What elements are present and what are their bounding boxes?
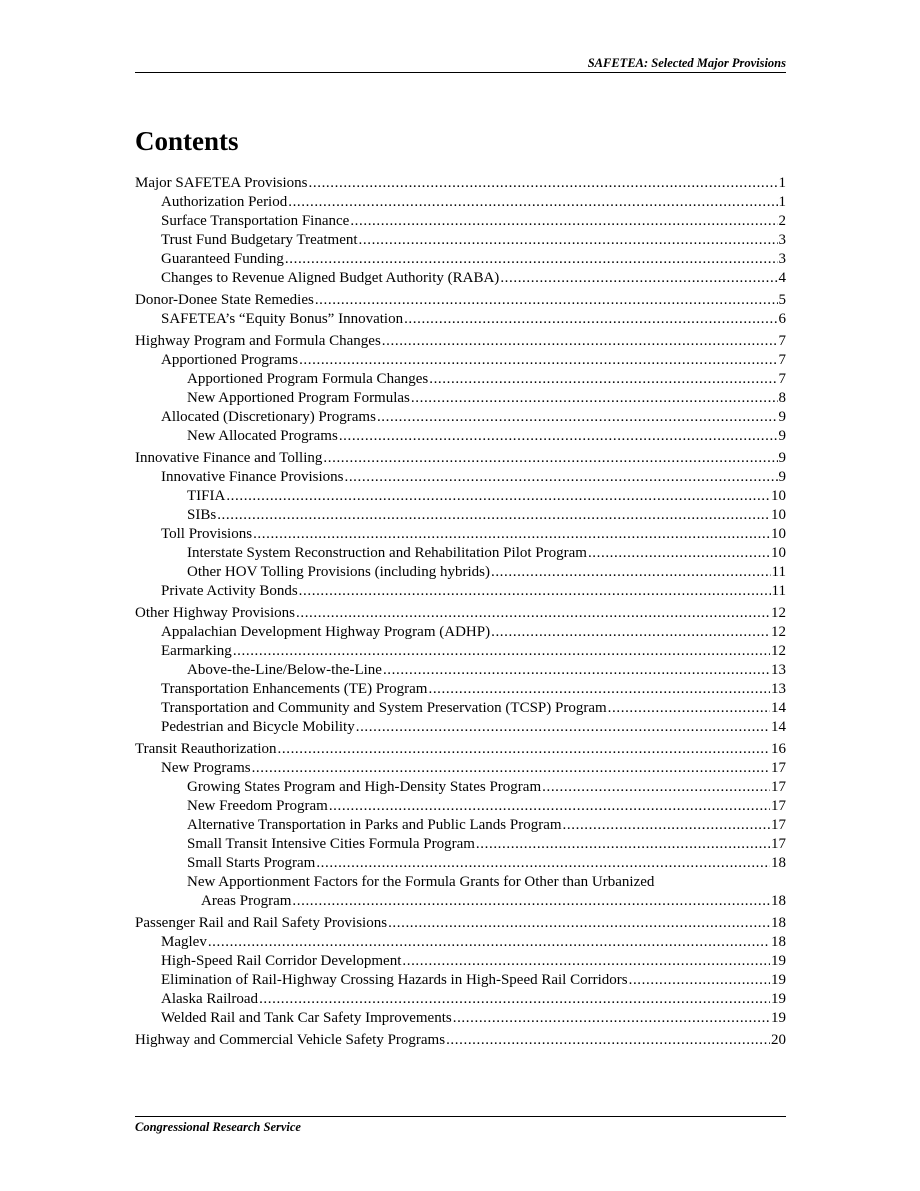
dot-leader — [446, 1031, 770, 1050]
toc-entry[interactable] — [135, 952, 786, 971]
toc-page-number: 11 — [771, 583, 786, 599]
toc-entry[interactable] — [135, 1009, 786, 1028]
dot-leader — [429, 370, 777, 389]
toc-entry[interactable] — [135, 933, 786, 952]
dot-leader — [288, 193, 777, 212]
toc-entry-title: Small Starts Program — [187, 855, 316, 871]
toc-page-number: 18 — [771, 855, 786, 871]
toc-entry-title: Appalachian Development Highway Program (ADHP) — [161, 624, 491, 640]
dot-leader — [491, 623, 770, 642]
dot-leader — [356, 718, 770, 737]
dot-leader — [316, 854, 770, 873]
toc-page-number: 20 — [771, 1032, 786, 1048]
toc-entry[interactable] — [135, 642, 786, 661]
toc-entry-title: Allocated (Discretionary) Programs — [161, 409, 376, 425]
running-header: SAFETEA: Selected Major Provisions — [587, 56, 786, 70]
toc-page-number: 17 — [771, 836, 786, 852]
dot-leader — [453, 1009, 770, 1028]
toc-page-number: 7 — [778, 333, 786, 349]
toc-entry[interactable] — [135, 212, 786, 231]
toc-entry[interactable] — [135, 487, 786, 506]
dot-leader — [299, 582, 771, 601]
dot-leader — [252, 759, 770, 778]
toc-entry-title: Interstate System Reconstruction and Rehabilitation Pilot Program — [187, 545, 587, 561]
toc-page-number: 6 — [778, 311, 786, 327]
toc-entry[interactable] — [135, 718, 786, 737]
dot-leader — [292, 892, 770, 911]
dot-leader — [476, 835, 770, 854]
toc-entry[interactable] — [135, 310, 786, 329]
toc-entry[interactable] — [135, 778, 786, 797]
toc-entry-title: Toll Provisions — [161, 526, 253, 542]
toc-entry-title: Transportation Enhancements (TE) Program — [161, 681, 428, 697]
toc-entry-title: Authorization Period — [161, 194, 288, 210]
toc-page-number: 2 — [778, 213, 786, 229]
toc-entry-title: Areas Program — [201, 893, 292, 909]
toc-page-number: 4 — [778, 270, 786, 286]
toc-page-number: 9 — [778, 469, 786, 485]
toc-entry-title: Guaranteed Funding — [161, 251, 284, 267]
toc-page-number: 18 — [771, 915, 786, 931]
toc-entry-title: Private Activity Bonds — [161, 583, 298, 599]
toc-entry[interactable] — [135, 408, 786, 427]
header-rule — [135, 72, 786, 73]
toc-page-number: 19 — [771, 953, 786, 969]
toc-page-number: 3 — [778, 232, 786, 248]
dot-leader — [315, 291, 778, 310]
toc-entry[interactable] — [135, 680, 786, 699]
toc-entry[interactable] — [135, 563, 786, 582]
toc-page-number: 1 — [778, 194, 786, 210]
toc-entry-title: Above-the-Line/Below-the-Line — [187, 662, 382, 678]
toc-page-number: 10 — [771, 507, 786, 523]
toc-entry-title: Surface Transportation Finance — [161, 213, 350, 229]
toc-entry[interactable] — [135, 604, 786, 623]
dot-leader — [329, 797, 770, 816]
dot-leader — [339, 427, 778, 446]
dot-leader — [350, 212, 777, 231]
toc-page-number: 9 — [778, 428, 786, 444]
toc-page-number: 12 — [771, 624, 786, 640]
dot-leader — [411, 389, 778, 408]
toc-entry[interactable] — [135, 661, 786, 680]
dot-leader — [542, 778, 770, 797]
toc-entry[interactable] — [135, 468, 786, 487]
dot-leader — [388, 914, 770, 933]
toc-entry-title: Other Highway Provisions — [135, 605, 295, 621]
dot-leader — [296, 604, 770, 623]
toc-entry[interactable] — [135, 892, 786, 911]
toc-entry-title: High-Speed Rail Corridor Development — [161, 953, 402, 969]
dot-leader — [382, 332, 778, 351]
toc-entry[interactable] — [135, 231, 786, 250]
toc-entry[interactable] — [135, 740, 786, 759]
toc-entry-title: Passenger Rail and Rail Safety Provisions — [135, 915, 388, 931]
toc-page-number: 3 — [778, 251, 786, 267]
toc-entry-title: Alaska Railroad — [161, 991, 259, 1007]
toc-entry-title: New Freedom Program — [187, 798, 328, 814]
toc-entry-title: Elimination of Rail-Highway Crossing Hazards in High-Speed Rail Corridors — [161, 972, 628, 988]
toc-entry-title: Changes to Revenue Aligned Budget Authority (RABA) — [161, 270, 500, 286]
toc-page-number: 1 — [778, 175, 786, 191]
toc-entry[interactable] — [135, 193, 786, 212]
toc-page-number: 13 — [771, 662, 786, 678]
toc-entry[interactable] — [135, 759, 786, 778]
toc-entry[interactable] — [135, 1031, 786, 1050]
toc-entry[interactable] — [135, 174, 786, 193]
toc-entry-title: Maglev — [161, 934, 207, 950]
toc-entry-title: New Apportioned Program Formulas — [187, 390, 410, 406]
toc-page-number: 12 — [771, 605, 786, 621]
toc-entry-title: Transportation and Community and System Preservation (TCSP) Program — [161, 700, 607, 716]
toc-page-number: 9 — [778, 409, 786, 425]
toc-entry[interactable] — [135, 797, 786, 816]
toc-page-number: 5 — [778, 292, 786, 308]
dot-leader — [500, 269, 777, 288]
toc-entry-title: Highway Program and Formula Changes — [135, 333, 381, 349]
footer-rule — [135, 1116, 786, 1117]
toc-page-number: 17 — [771, 779, 786, 795]
toc-entry[interactable] — [135, 389, 786, 408]
toc-page-number: 13 — [771, 681, 786, 697]
toc-page-number: 7 — [778, 352, 786, 368]
dot-leader — [226, 487, 770, 506]
dot-leader — [309, 174, 778, 193]
toc-page-number: 19 — [771, 1010, 786, 1026]
page-title: Contents — [135, 126, 239, 156]
toc-entry[interactable] — [135, 971, 786, 990]
running-footer: Congressional Research Service — [135, 1120, 301, 1134]
toc-entry-title: Trust Fund Budgetary Treatment — [161, 232, 358, 248]
toc-entry-title: New Allocated Programs — [187, 428, 338, 444]
toc-page-number: 16 — [771, 741, 786, 757]
toc-entry[interactable] — [135, 623, 786, 642]
toc-page-number: 8 — [778, 390, 786, 406]
toc-entry[interactable] — [135, 835, 786, 854]
toc-entry-title: SIBs — [187, 507, 217, 523]
toc-entry-title: Growing States Program and High-Density States Program — [187, 779, 542, 795]
dot-leader — [217, 506, 770, 525]
toc-entry-title: Other HOV Tolling Provisions (including hybrids) — [187, 564, 490, 580]
toc-entry[interactable] — [135, 990, 786, 1009]
dot-leader — [402, 952, 770, 971]
dot-leader — [428, 680, 770, 699]
dot-leader — [253, 525, 770, 544]
toc-page-number: 17 — [771, 817, 786, 833]
dot-leader — [233, 642, 770, 661]
toc-entry-title: Welded Rail and Tank Car Safety Improvements — [161, 1010, 452, 1026]
dot-leader — [563, 816, 770, 835]
toc-entry[interactable] — [135, 250, 786, 269]
toc-entry[interactable] — [135, 506, 786, 525]
toc-entry[interactable] — [135, 351, 786, 370]
dot-leader — [608, 699, 770, 718]
toc-entry-title: Transit Reauthorization — [135, 741, 277, 757]
toc-page-number: 19 — [771, 991, 786, 1007]
toc-entry[interactable] — [135, 582, 786, 601]
toc-entry-title: Alternative Transportation in Parks and Public Lands Program — [187, 817, 562, 833]
toc-page-number: 9 — [778, 450, 786, 466]
toc-page-number: 14 — [771, 700, 786, 716]
toc-entry-first-line[interactable]: New Apportionment Factors for the Formula Grants for Other than Urbanized — [187, 874, 655, 890]
dot-leader — [208, 933, 770, 952]
toc-entry-title: Donor-Donee State Remedies — [135, 292, 314, 308]
dot-leader — [259, 990, 770, 1009]
toc-page-number: 11 — [771, 564, 786, 580]
toc-page-number: 19 — [771, 972, 786, 988]
toc-page-number: 18 — [771, 893, 786, 909]
toc-entry[interactable] — [135, 291, 786, 310]
toc-page-number: 14 — [771, 719, 786, 735]
dot-leader — [491, 563, 771, 582]
dot-leader — [344, 468, 777, 487]
toc-page-number: 7 — [778, 371, 786, 387]
toc-entry-title: Pedestrian and Bicycle Mobility — [161, 719, 355, 735]
toc-page-number: 10 — [771, 526, 786, 542]
toc-entry[interactable] — [135, 370, 786, 389]
toc-entry[interactable] — [135, 544, 786, 563]
toc-entry-title: Innovative Finance Provisions — [161, 469, 344, 485]
dot-leader — [299, 351, 777, 370]
toc-page-number: 10 — [771, 488, 786, 504]
toc-entry-title: TIFIA — [187, 488, 226, 504]
toc-entry-title: Earmarking — [161, 643, 232, 659]
toc-entry-title: Small Transit Intensive Cities Formula Program — [187, 836, 475, 852]
dot-leader — [278, 740, 770, 759]
toc-entry-title: Highway and Commercial Vehicle Safety Programs — [135, 1032, 446, 1048]
toc-entry[interactable] — [135, 269, 786, 288]
table-of-contents — [135, 174, 786, 1050]
toc-entry[interactable] — [135, 854, 786, 873]
toc-entry[interactable] — [135, 427, 786, 446]
dot-leader — [588, 544, 770, 563]
dot-leader — [383, 661, 770, 680]
dot-leader — [359, 231, 778, 250]
toc-page-number: 10 — [771, 545, 786, 561]
dot-leader — [377, 408, 778, 427]
toc-entry[interactable] — [135, 449, 786, 468]
dot-leader — [629, 971, 770, 990]
toc-entry[interactable] — [135, 914, 786, 933]
toc-page-number: 18 — [771, 934, 786, 950]
toc-entry-title: Apportioned Program Formula Changes — [187, 371, 429, 387]
dot-leader — [323, 449, 777, 468]
toc-entry[interactable] — [135, 332, 786, 351]
dot-leader — [404, 310, 777, 329]
toc-entry[interactable] — [135, 699, 786, 718]
toc-entry[interactable] — [135, 525, 786, 544]
toc-entry-title: Major SAFETEA Provisions — [135, 175, 308, 191]
toc-page-number: 17 — [771, 760, 786, 776]
toc-entry[interactable] — [135, 816, 786, 835]
toc-page-number: 12 — [771, 643, 786, 659]
toc-entry-title: SAFETEA’s “Equity Bonus” Innovation — [161, 311, 404, 327]
toc-entry-title: Apportioned Programs — [161, 352, 299, 368]
toc-page-number: 17 — [771, 798, 786, 814]
dot-leader — [285, 250, 778, 269]
toc-entry-title: Innovative Finance and Tolling — [135, 450, 323, 466]
toc-entry-title: New Programs — [161, 760, 251, 776]
